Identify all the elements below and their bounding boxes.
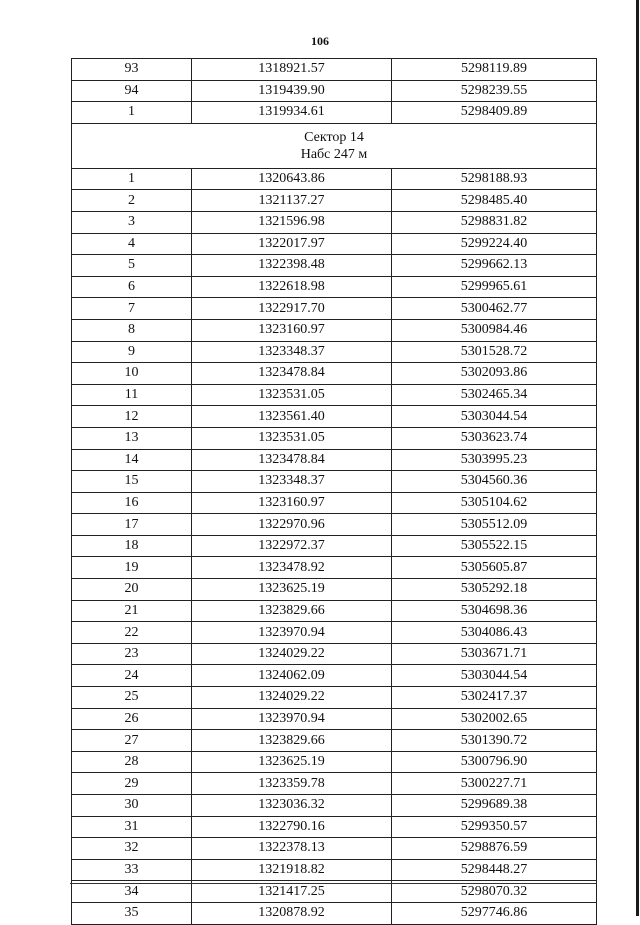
table-row (72, 730, 597, 752)
x-coordinate-cell: 1323036.32 (192, 795, 392, 817)
table-row (72, 492, 597, 514)
y-coordinate-cell: 5302417.37 (392, 687, 597, 709)
table-row (72, 902, 597, 924)
table-row (72, 535, 597, 557)
table-row (72, 102, 597, 124)
x-coordinate-cell: 1323829.66 (192, 600, 392, 622)
point-number-cell: 31 (72, 816, 192, 838)
table-row (72, 795, 597, 817)
y-coordinate-cell: 5303671.71 (392, 643, 597, 665)
table-row (72, 319, 597, 341)
x-coordinate-cell: 1322970.96 (192, 514, 392, 536)
x-coordinate-cell: 1323160.97 (192, 492, 392, 514)
point-number-cell: 28 (72, 751, 192, 773)
x-coordinate-cell: 1318921.57 (192, 59, 392, 81)
x-coordinate-cell: 1321417.25 (192, 881, 392, 903)
table-row (72, 773, 597, 795)
table-row (72, 406, 597, 428)
page-number: 106 (311, 34, 329, 48)
table-row (72, 449, 597, 471)
sector-rows (72, 168, 597, 924)
x-coordinate-cell: 1323829.66 (192, 730, 392, 752)
x-coordinate-cell: 1323359.78 (192, 773, 392, 795)
point-number-cell: 2 (72, 190, 192, 212)
x-coordinate-cell: 1322618.98 (192, 276, 392, 298)
y-coordinate-cell: 5298448.27 (392, 859, 597, 881)
y-coordinate-cell: 5305522.15 (392, 535, 597, 557)
point-number-cell: 15 (72, 471, 192, 493)
point-number-cell: 24 (72, 665, 192, 687)
point-number-cell: 94 (72, 80, 192, 102)
y-coordinate-cell: 5299350.57 (392, 816, 597, 838)
x-coordinate-cell: 1320878.92 (192, 902, 392, 924)
point-number-cell: 32 (72, 838, 192, 860)
table-row (72, 579, 597, 601)
table-row (72, 384, 597, 406)
x-coordinate-cell: 1322972.37 (192, 535, 392, 557)
table-row (72, 276, 597, 298)
point-number-cell: 8 (72, 319, 192, 341)
x-coordinate-cell: 1323970.94 (192, 622, 392, 644)
point-number-cell: 11 (72, 384, 192, 406)
point-number-cell: 1 (72, 168, 192, 190)
point-number-cell: 26 (72, 708, 192, 730)
point-number-cell: 23 (72, 643, 192, 665)
previous-sector-rows (72, 59, 597, 124)
table-row (72, 859, 597, 881)
coordinates-table (71, 58, 597, 925)
table-row (72, 190, 597, 212)
x-coordinate-cell: 1323478.84 (192, 449, 392, 471)
y-coordinate-cell: 5304698.36 (392, 600, 597, 622)
point-number-cell: 22 (72, 622, 192, 644)
point-number-cell: 27 (72, 730, 192, 752)
y-coordinate-cell: 5298188.93 (392, 168, 597, 190)
y-coordinate-cell: 5298485.40 (392, 190, 597, 212)
point-number-cell: 29 (72, 773, 192, 795)
point-number-cell: 21 (72, 600, 192, 622)
x-coordinate-cell: 1323160.97 (192, 319, 392, 341)
sector-title: Сектор 14 (304, 129, 364, 145)
point-number-cell: 3 (72, 211, 192, 233)
point-number-cell: 17 (72, 514, 192, 536)
x-coordinate-cell: 1319439.90 (192, 80, 392, 102)
point-number-cell: 25 (72, 687, 192, 709)
y-coordinate-cell: 5300227.71 (392, 773, 597, 795)
x-coordinate-cell: 1320643.86 (192, 168, 392, 190)
point-number-cell: 13 (72, 427, 192, 449)
table-row (72, 557, 597, 579)
table-row (72, 708, 597, 730)
x-coordinate-cell: 1323478.84 (192, 363, 392, 385)
point-number-cell: 12 (72, 406, 192, 428)
y-coordinate-cell: 5298409.89 (392, 102, 597, 124)
point-number-cell: 9 (72, 341, 192, 363)
x-coordinate-cell: 1319934.61 (192, 102, 392, 124)
point-number-cell: 33 (72, 859, 192, 881)
table-row (72, 687, 597, 709)
point-number-cell: 18 (72, 535, 192, 557)
y-coordinate-cell: 5304560.36 (392, 471, 597, 493)
point-number-cell: 34 (72, 881, 192, 903)
point-number-cell: 7 (72, 298, 192, 320)
point-number-cell: 14 (72, 449, 192, 471)
x-coordinate-cell: 1322017.97 (192, 233, 392, 255)
table-row (72, 298, 597, 320)
table-row (72, 233, 597, 255)
x-coordinate-cell: 1323531.05 (192, 384, 392, 406)
x-coordinate-cell: 1322398.48 (192, 255, 392, 277)
y-coordinate-cell: 5298831.82 (392, 211, 597, 233)
table-row (72, 363, 597, 385)
x-coordinate-cell: 1323561.40 (192, 406, 392, 428)
table-row (72, 600, 597, 622)
point-number-cell: 4 (72, 233, 192, 255)
x-coordinate-cell: 1321137.27 (192, 190, 392, 212)
y-coordinate-cell: 5300796.90 (392, 751, 597, 773)
x-coordinate-cell: 1322378.13 (192, 838, 392, 860)
point-number-cell: 16 (72, 492, 192, 514)
y-coordinate-cell: 5305605.87 (392, 557, 597, 579)
x-coordinate-cell: 1323478.92 (192, 557, 392, 579)
point-number-cell: 10 (72, 363, 192, 385)
x-coordinate-cell: 1324029.22 (192, 687, 392, 709)
y-coordinate-cell: 5299689.38 (392, 795, 597, 817)
sector-header-row (72, 123, 597, 168)
sector-header-cell (72, 123, 597, 168)
table-row (72, 211, 597, 233)
y-coordinate-cell: 5302465.34 (392, 384, 597, 406)
y-coordinate-cell: 5302093.86 (392, 363, 597, 385)
y-coordinate-cell: 5298119.89 (392, 59, 597, 81)
table-row (72, 622, 597, 644)
x-coordinate-cell: 1322790.16 (192, 816, 392, 838)
table-row (72, 751, 597, 773)
x-coordinate-cell: 1321918.82 (192, 859, 392, 881)
y-coordinate-cell: 5299965.61 (392, 276, 597, 298)
y-coordinate-cell: 5298070.32 (392, 881, 597, 903)
y-coordinate-cell: 5301390.72 (392, 730, 597, 752)
y-coordinate-cell: 5299224.40 (392, 233, 597, 255)
table-row (72, 881, 597, 903)
y-coordinate-cell: 5302002.65 (392, 708, 597, 730)
point-number-cell: 6 (72, 276, 192, 298)
table-row (72, 168, 597, 190)
x-coordinate-cell: 1323625.19 (192, 579, 392, 601)
y-coordinate-cell: 5303995.23 (392, 449, 597, 471)
point-number-cell: 35 (72, 902, 192, 924)
y-coordinate-cell: 5298239.55 (392, 80, 597, 102)
y-coordinate-cell: 5305292.18 (392, 579, 597, 601)
table-row (72, 427, 597, 449)
point-number-cell: 19 (72, 557, 192, 579)
y-coordinate-cell: 5300462.77 (392, 298, 597, 320)
point-number-cell: 20 (72, 579, 192, 601)
y-coordinate-cell: 5303044.54 (392, 406, 597, 428)
point-number-cell: 93 (72, 59, 192, 81)
table-row (72, 471, 597, 493)
sector-height: Набс 247 м (300, 146, 368, 162)
x-coordinate-cell: 1321596.98 (192, 211, 392, 233)
x-coordinate-cell: 1323970.94 (192, 708, 392, 730)
y-coordinate-cell: 5300984.46 (392, 319, 597, 341)
x-coordinate-cell: 1323348.37 (192, 341, 392, 363)
x-coordinate-cell: 1324062.09 (192, 665, 392, 687)
y-coordinate-cell: 5298876.59 (392, 838, 597, 860)
point-number-cell: 1 (72, 102, 192, 124)
y-coordinate-cell: 5304086.43 (392, 622, 597, 644)
table-row (72, 643, 597, 665)
point-number-cell: 5 (72, 255, 192, 277)
y-coordinate-cell: 5303623.74 (392, 427, 597, 449)
table-row (72, 816, 597, 838)
y-coordinate-cell: 5301528.72 (392, 341, 597, 363)
y-coordinate-cell: 5299662.13 (392, 255, 597, 277)
y-coordinate-cell: 5297746.86 (392, 902, 597, 924)
table-row (72, 80, 597, 102)
x-coordinate-cell: 1322917.70 (192, 298, 392, 320)
y-coordinate-cell: 5305104.62 (392, 492, 597, 514)
x-coordinate-cell: 1323625.19 (192, 751, 392, 773)
table-row (72, 838, 597, 860)
bottom-rule (70, 883, 597, 884)
sector-header-group (72, 123, 597, 168)
table-row (72, 255, 597, 277)
table-row (72, 341, 597, 363)
y-coordinate-cell: 5303044.54 (392, 665, 597, 687)
y-coordinate-cell: 5305512.09 (392, 514, 597, 536)
x-coordinate-cell: 1324029.22 (192, 643, 392, 665)
table-row (72, 59, 597, 81)
table-row (72, 514, 597, 536)
page-edge (636, 0, 639, 916)
point-number-cell: 30 (72, 795, 192, 817)
x-coordinate-cell: 1323348.37 (192, 471, 392, 493)
x-coordinate-cell: 1323531.05 (192, 427, 392, 449)
table-row (72, 665, 597, 687)
